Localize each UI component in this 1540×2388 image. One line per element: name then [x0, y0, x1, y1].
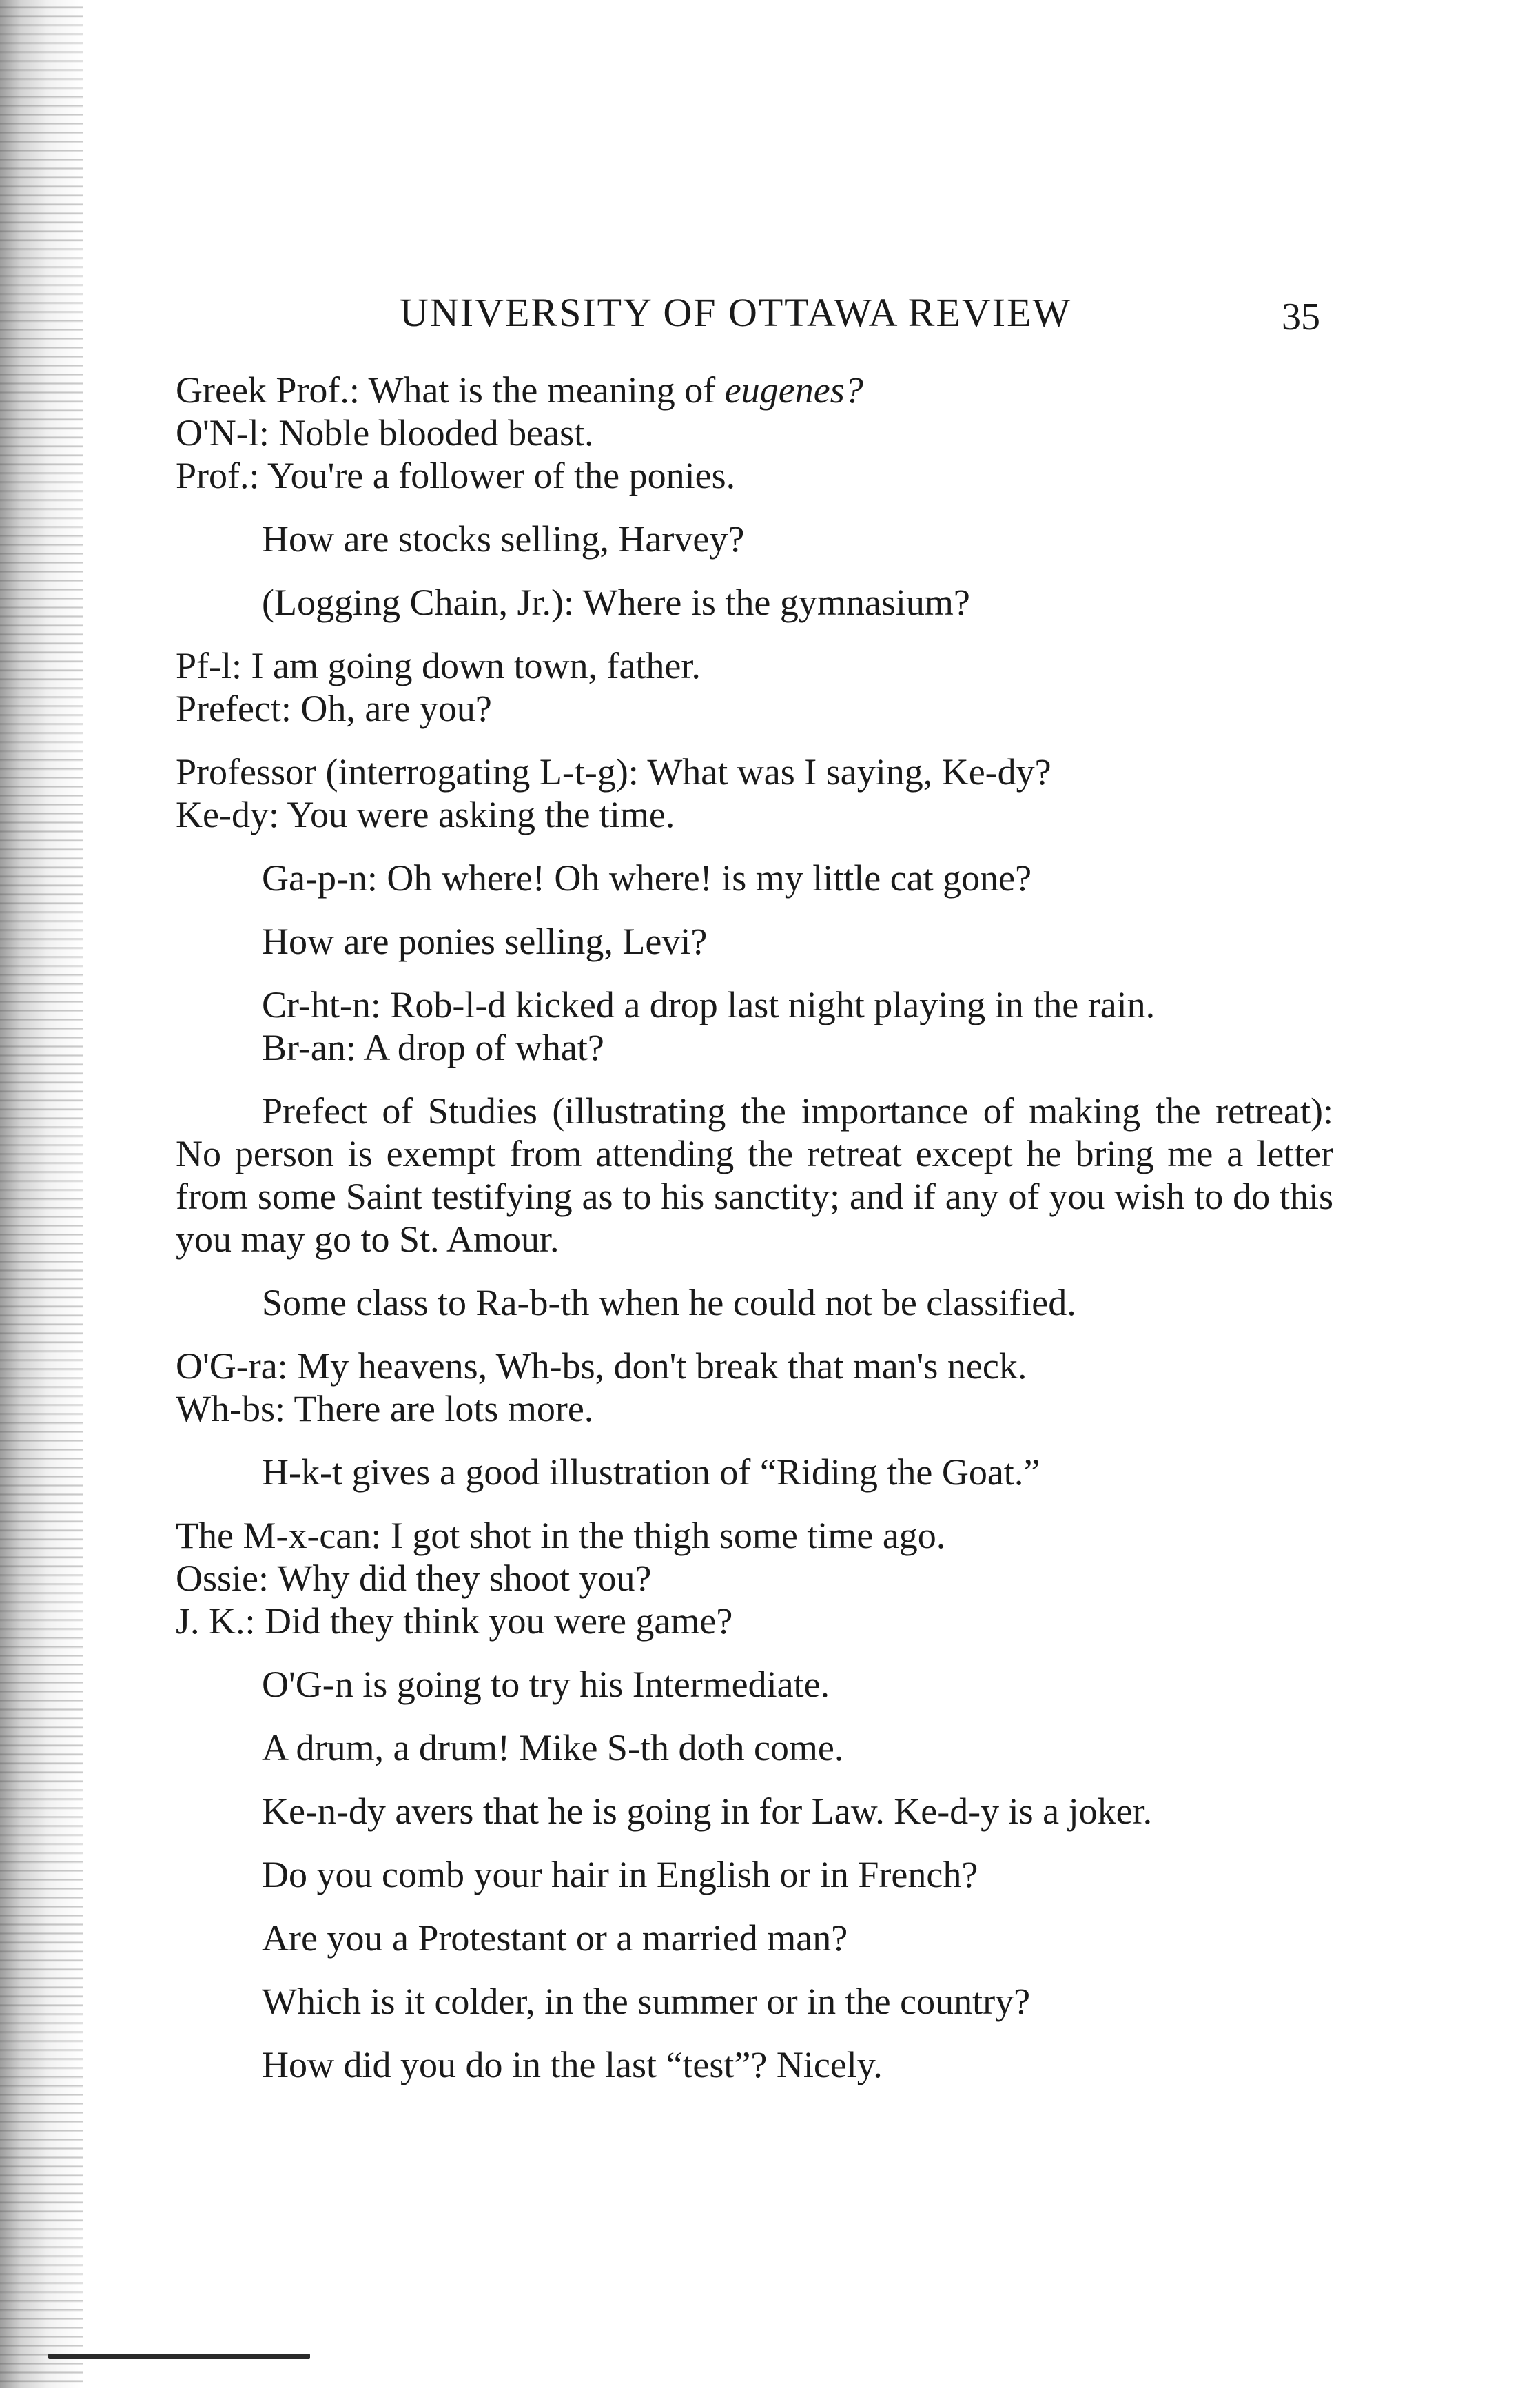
- paragraph: O'G-n is going to try his Intermediate.: [262, 1664, 830, 1705]
- running-header: UNIVERSITY OF OTTAWA REVIEW: [400, 290, 1072, 335]
- paragraph: Which is it colder, in the summer or in the country?: [262, 1981, 1031, 2022]
- paragraph: How are stocks selling, Harvey?: [262, 518, 745, 560]
- paragraph: (Logging Chain, Jr.): Where is the gymnasium?: [262, 582, 970, 623]
- paragraph: Prefect of Studies (illustrating the importance of making the retreat): No person is exempt from attending the retreat except he bring me a letter from some Saint testifying as to his sanctity; and if any of you wish to do this you may go to St. Amour.: [176, 1090, 1333, 1260]
- dialogue-line: O'G-ra: My heavens, Wh-bs, don't break that man's neck.: [176, 1345, 1027, 1387]
- paragraph: Do you comb your hair in English or in French?: [262, 1854, 978, 1895]
- paragraph: How did you do in the last “test”? Nicely.: [262, 2044, 883, 2085]
- paragraph: Some class to Ra-b-th when he could not be classified.: [262, 1282, 1076, 1323]
- paragraph: [176, 1345, 1333, 1430]
- page-number: 35: [1282, 296, 1320, 338]
- dialogue-line: J. K.: Did they think you were game?: [176, 1600, 733, 1642]
- book-binding-shadow: [0, 0, 83, 2388]
- paragraph: Ke-n-dy avers that he is going in for Law. Ke-d-y is a joker.: [262, 1790, 1153, 1832]
- page-edge-rule: [48, 2354, 310, 2359]
- dialogue-line: Ke-dy: You were asking the time.: [176, 794, 675, 835]
- paragraph: Ga-p-n: Oh where! Oh where! is my little cat gone?: [262, 857, 1032, 899]
- dialogue-line: Ossie: Why did they shoot you?: [176, 1558, 652, 1599]
- paragraph: [176, 983, 1333, 1069]
- dialogue-line: Professor (interrogating L-t-g): What was I saying, Ke-dy?: [176, 751, 1051, 793]
- paragraph: Are you a Protestant or a married man?: [262, 1917, 848, 1959]
- dialogue-line: Prefect: Oh, are you?: [176, 688, 492, 729]
- dialogue-line: Prof.: You're a follower of the ponies.: [176, 455, 736, 496]
- paragraph: [176, 369, 1333, 497]
- dialogue-line: Pf-l: I am going down town, father.: [176, 645, 701, 686]
- dialogue-line: Wh-bs: There are lots more.: [176, 1388, 594, 1429]
- paragraph: A drum, a drum! Mike S-th doth come.: [262, 1727, 844, 1768]
- paragraph: [176, 644, 1333, 730]
- dialogue-line: Br-an: A drop of what?: [262, 1027, 604, 1068]
- italic-word: eugenes?: [724, 369, 863, 411]
- dialogue-line: O'N-l: Noble blooded beast.: [176, 412, 594, 453]
- dialogue-line: Cr-ht-n: Rob-l-d kicked a drop last night playing in the rain.: [262, 984, 1156, 1025]
- page-body: [176, 369, 1333, 2086]
- paragraph: [176, 1514, 1333, 1642]
- paragraph: [176, 751, 1333, 836]
- paragraph: H-k-t gives a good illustration of “Riding the Goat.”: [262, 1451, 1040, 1493]
- dialogue-line: Greek Prof.: What is the meaning of eugenes?: [176, 369, 863, 411]
- dialogue-line: The M-x-can: I got shot in the thigh some time ago.: [176, 1515, 946, 1556]
- paragraph: How are ponies selling, Levi?: [262, 921, 708, 962]
